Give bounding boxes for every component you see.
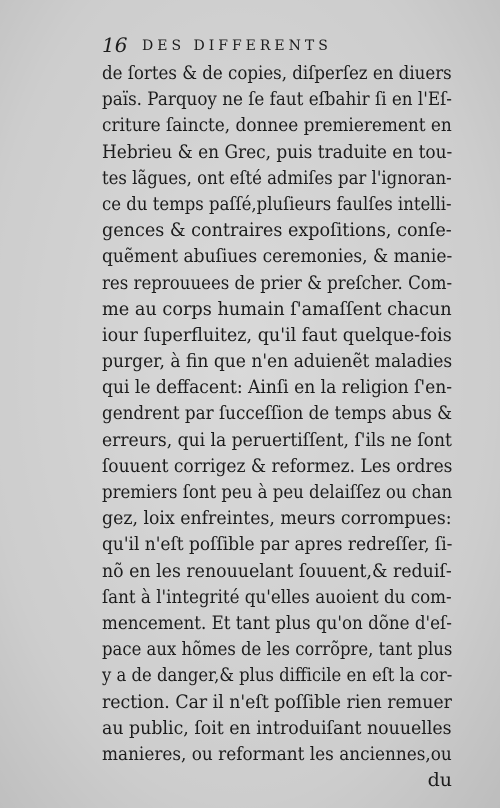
text-line: erreurs, qui la peruertiſſent, ſ'ils ne ſont — [102, 428, 452, 451]
catchword: du — [427, 769, 452, 792]
running-head: DES DIFFERENTS — [142, 38, 332, 54]
text-line: premiers ſont peu à peu delaiſſez ou chan — [102, 481, 453, 503]
text-line: païs. Parquoy ne ſe faut eſbahir ſi en l'Eſ- — [102, 88, 452, 111]
text-line: ſouuent corrigez & reformez. Les ordres — [102, 454, 453, 477]
text-line: y a de danger,& plus difficile en eſt la cor- — [102, 664, 453, 687]
text-line: ſant à l'integrité qu'elles auoient du com- — [102, 585, 452, 608]
body-text — [102, 60, 452, 793]
text-line: mencement. Et tant plus qu'on dõne d'eſ- — [102, 611, 452, 634]
text-line: quẽment abuſiues ceremonies, & manie- — [102, 245, 453, 268]
page-number: 16 — [102, 33, 128, 57]
text-line: qu'il n'eſt poſſible par apres redreſſer, ſi- — [102, 533, 453, 556]
text-line: Hebrieu & en Grec, puis traduite en tou- — [102, 140, 453, 163]
text-line: pace aux hõmes de les corrõpre, tant plus — [102, 638, 453, 661]
text-line: purger, à fin que n'en aduienẽt maladies — [102, 350, 453, 373]
text-line: gences & contraires expoſitions, conſe- — [102, 219, 452, 242]
text-line: criture ſaincte, donnee premierement en — [102, 114, 452, 137]
text-line: qui le deffacent: Ainſi en la religion ſ'en- — [102, 376, 453, 399]
text-line: ce du temps paſſé,pluſieurs faulſes intelli- — [102, 192, 452, 215]
text-line: iour ſuperfluitez, qu'il faut quelque-fois — [102, 323, 452, 346]
text-line: gez, loix enfreintes, meurs corrompues: — [102, 507, 452, 530]
text-line: gendrent par ſucceſſion de temps abus & — [102, 402, 453, 425]
text-line: nõ en les renouuelant ſouuent,& reduiſ- — [102, 559, 452, 582]
text-line: manieres, ou reformant les anciennes,ou — [102, 742, 452, 765]
text-line: au public, ſoit en introduiſant nouuelles — [102, 716, 452, 739]
text-line: rection. Car il n'eſt poſſible rien remuer — [102, 690, 452, 713]
text-line: me au corps humain ſ'amaſſent chacun — [102, 297, 452, 320]
text-line: tes lãgues, ont eſté admiſes par l'ignoran- — [102, 166, 452, 189]
text-line: res reprouuees de prier & preſcher. Com- — [102, 271, 453, 294]
page-header — [102, 32, 432, 58]
text-line: de ſortes & de copies, diſperſez en diuers — [102, 62, 452, 84]
